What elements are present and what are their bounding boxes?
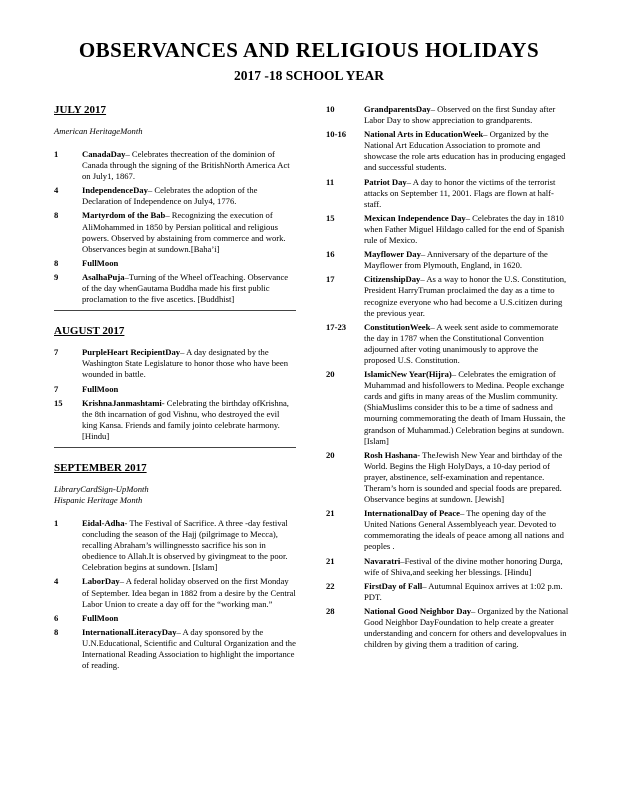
entry-description: – As a way to honor the U.S. Constitution, President HarryTruman proclaimed the day as a time to recognize everyone who had become a U.S.citizen during the previous year. [364,274,567,318]
entry-name: CitizenshipDay [364,274,421,285]
entry-description: - The Festival of Sacrifice. A three -day festival concluding the season of the Hajj (pilgrimage to Mecca), recalling Abraham’s willingnessto sacrifice his son in obedience to Allah.It is observed by givingmeat to the poor. Celebration begins at sundown. [Islam] [82,517,288,573]
entry-name: Navaratri [364,555,401,566]
entry-description: – Autumnal Equinox arrives at 1:02 p.m. PDT. [364,580,563,602]
entry-day: 7 [54,383,59,394]
right-column [326,104,570,653]
month-heading: AUGUST 2017 [54,325,125,338]
entry-day: 8 [54,626,59,637]
entry-description: - Celebrating the birthday ofKrishna, the 8th incarnation of god Vishnu, who destroyed the evil king Kansa. Friends and family jointo celebrate harmony. [Hindu] [82,397,289,441]
month-section [54,462,296,671]
holiday-entry [326,369,570,447]
entry-day: 16 [326,249,335,260]
entry-body [82,185,296,207]
holiday-entry [54,347,296,380]
entry-day: 17 [326,274,335,285]
entry-day: 7 [54,347,59,358]
holiday-entry [326,249,570,271]
entry-description: – Celebrates the day in 1810 when Father Miguel Hildago called for the end of Spanish rule of Mexico. [364,212,565,246]
entry-body [82,576,296,609]
month-heading: JULY 2017 [54,104,107,116]
month-section [54,325,296,448]
entry-name: PurpleHeart RecipientDay [82,347,181,358]
entry-day: 15 [54,397,63,408]
entry-description: - TheJewish New Year and birthday of the World. Begins the High HolyDays, a 10-day period of prayer, abstinence, self-examination and repentance. Theram’s horn is sounded and special foods are prepared. Observance begins at sundown. [Jewish] [364,449,563,505]
month-section [54,104,296,311]
section-divider [54,447,296,448]
entry-description: – Celebrates the emigration of Muhammad and hisfollowers to Medina. People exchange cards and gifts in many areas of the Muslim community. (ShiaMuslims consider this to be a time of sadness and mourning commemorating the death of Imam Hussain, the grandson of Muhammad.) Celebration begins at sundown. [Islam] [364,369,566,446]
page-title: OBSERVANCES AND RELIGIOUS HOLIDAYS [78,38,540,62]
entry-day: 6 [54,612,59,623]
holiday-entry [54,627,296,671]
entry-body [82,613,296,624]
entry-day: 10 [326,104,335,114]
holiday-entry [54,185,296,207]
holiday-entry [326,177,570,210]
entry-day: 21 [326,555,335,566]
entry-body [82,398,296,442]
holiday-entry [326,450,570,505]
entry-name: ConstitutionWeek [364,321,431,332]
entry-body [82,258,296,269]
entry-name: Rosh Hashana [364,449,418,460]
entry-day: 9 [54,271,59,282]
entry-description: – Observed on the first Sunday after Labor Day to show appreciation to grandparents. [364,104,556,126]
section-divider [54,310,296,311]
entry-description: – Celebrates thecreation of the dominion of Canada through the signing of the BritishNorth America Act on July1, 1867. [82,149,290,182]
entry-body [364,129,570,173]
entry-body [82,518,296,573]
entry-description: – A day sponsored by the U.N.Educational, Scientific and Cultural Organization and the International Reading Association to highlight the importance of reading. [82,626,296,671]
entry-name: Patriot Day [364,176,407,187]
entry-day: 15 [326,212,335,223]
holiday-entry [326,606,570,650]
entry-day: 8 [54,210,59,221]
entry-description: – A week sent aside to commemorate the day in 1787 when the Constitutional Convention adjourned after voting unanimously to approve the proposed U.S. Constitution. [364,321,559,365]
month-observance-note: Hispanic Heritage Month [54,494,143,505]
entry-description: – The opening day of the United Nations General Assemblyeach year. Devoted to commemorating the ideals of peace among all nations and peoples . [364,508,564,552]
holiday-entry [54,613,296,624]
holiday-entry [326,104,570,126]
spacer [54,137,296,149]
holiday-entry [326,274,570,318]
entry-day: 21 [326,508,335,519]
entry-body [364,581,570,603]
entry-body [364,606,570,650]
entry-name: National Arts in EducationWeek [364,129,484,140]
entry-name: FullMoon [82,612,119,623]
entry-name: Eidal-Adha [82,517,125,528]
entry-day: 22 [326,580,335,591]
entry-description: – Anniversary of the departure of the Mayflower from Plymouth, England, in 1620. [364,249,548,271]
entry-name: National Good Neighbor Day [364,605,472,616]
entry-body [82,272,296,305]
left-column [54,104,296,674]
entry-body [82,627,296,671]
month-heading: SEPTEMBER 2017 [54,461,147,474]
entry-description: – A day designated by the Washington State Legislature to honor those who have been wounded in battle. [82,347,288,380]
entry-name: IslamicNew Year(Hijra) [364,369,452,380]
entry-name: InternationalLiteracyDay [82,626,177,637]
entry-description: – Organized by the National Good Neighbor DayFoundation to help create a greater understanding and concern for others and developvalues in children by giving them a tradition of caring. [364,605,569,650]
entry-name: InternationalDay of Peace [364,508,460,519]
entry-day: 20 [326,449,335,460]
holiday-entry [54,398,296,442]
entry-day: 4 [54,185,59,196]
entry-description: –Turning of the Wheel ofTeaching. Observance of the day whenGautama Buddha made his first public proclamation to the five ascetics. [Buddhist] [82,271,289,305]
entry-day: 1 [54,517,59,528]
entry-body [364,322,570,366]
holiday-entry [54,149,296,182]
holiday-entry [54,384,296,395]
holiday-entry [54,210,296,254]
holiday-entry [326,508,570,552]
entry-name: GrandparentsDay [364,104,431,114]
entry-name: AsalhaPuja [82,271,125,282]
entry-body [364,508,570,552]
holiday-entry [54,518,296,573]
spacer [54,506,296,518]
entry-body [82,384,296,395]
entry-day: 20 [326,369,335,380]
entry-body [364,274,570,318]
entry-name: Martyrdom of the Bab [82,210,166,221]
holiday-entry [326,556,570,578]
holiday-entry [326,581,570,603]
entry-name: LaborDay [82,576,120,587]
holiday-entry [54,576,296,609]
entry-name: FullMoon [82,383,119,394]
entry-description: – Celebrates the adoption of the Declaration of Independence on July4, 1776. [82,185,258,207]
entry-day: 8 [54,257,59,268]
holiday-entry [326,322,570,366]
entry-body [82,347,296,380]
entry-description: – Organized by the National Art Education Association to promote and showcase the role arts education has in producing engaged and successful students. [364,129,566,173]
entry-name: IndependenceDay [82,185,148,196]
entry-body [364,104,570,126]
holiday-entry [54,272,296,305]
entry-description: – A day to honor the victims of the terrorist attacks on September 11, 2001. Flags are flown at half-staff. [364,176,556,209]
month-observance-note: American HeritageMonth [54,126,143,136]
entry-name: FullMoon [82,257,119,268]
entry-name: Mexican Independence Day [364,212,466,223]
entry-body [364,249,570,271]
entry-description: – Recognizing the execution of AliMohammed in 1850 by Persian political and religious powers. Observed by abstaining from commerce and work. Observances begin at sundown.[Baha’i] [82,210,286,254]
entry-description: –Festival of the divine mother honoring Durga, wife of Shiva,and seeking her blessings. [Hindu] [364,555,563,577]
entry-body [364,450,570,505]
entry-day: 17-23 [326,321,347,332]
entry-day: 10-16 [326,129,347,140]
entry-day: 4 [54,576,59,587]
entry-body [364,369,570,447]
entry-body [364,213,570,246]
entry-body [364,177,570,210]
entry-day: 11 [326,176,335,187]
holiday-entry [326,129,570,173]
entry-name: CanadaDay [82,149,126,159]
entry-name: FirstDay of Fall [364,580,423,591]
page-subtitle: 2017 -18 SCHOOL YEAR [234,68,384,83]
entry-day: 28 [326,605,335,616]
entry-body [82,210,296,254]
entry-name: KrishnaJanmashtami [82,397,162,408]
month-observance-note: LibraryCardSign-UpMonth [54,483,149,494]
entry-body [82,149,296,182]
entry-body [364,556,570,578]
entry-day: 1 [54,149,59,159]
holiday-entry [326,213,570,246]
holiday-entry [54,258,296,269]
entry-description: – A federal holiday observed on the first Monday of September. Idea began in 1882 from a desire by the Central Labor Union to create a day off for the “working man.” [82,576,296,609]
entry-name: Mayflower Day [364,249,421,260]
